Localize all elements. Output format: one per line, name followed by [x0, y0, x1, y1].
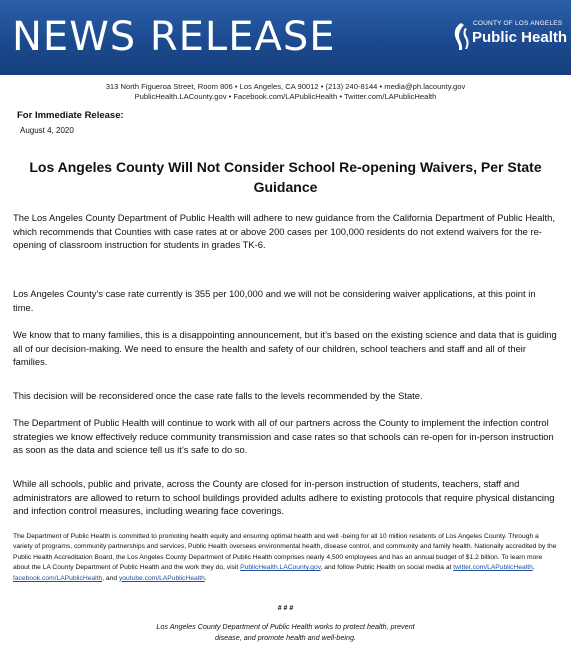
paragraph: The Los Angeles County Department of Public Health will adhere to new guidance from the California Department of Public Health, which recommends that Counties with case rates at or above 200 cases per 100,000 residents do not extend waivers for the re-opening of classroom instruction for students in grades TK-6. [13, 212, 555, 251]
headline: Los Angeles County Will Not Consider School Re-opening Waivers, Per State Guidance [29, 159, 542, 195]
paragraph: Los Angeles County’s case rate currently is 355 per 100,000 and we will not be considering waiver applications, at this point in time. [13, 288, 536, 313]
about-mid-text: , and follow Public Health on social media at [320, 564, 452, 572]
paragraph: The Department of Public Health will continue to work with all of our partners across the County to implement the infection control strategies we know effectively reduce community transmission and case rates so that schools can re-open for in-person instruction as soon as the data and science tell us it’s safe to do so. [13, 417, 554, 456]
tagline-line-1: Los Angeles County Department of Public Health works to protect health, prevent [156, 622, 415, 631]
paragraph: This decision will be reconsidered once the case rate falls to the levels recommended by the State. [13, 390, 423, 401]
contact-line-address: 313 North Figueroa Street, Room 806 • Los Angeles, CA 90012 • (213) 240-8144 • media@ph.lacounty.gov [105, 82, 466, 91]
news-release-banner [0, 0, 571, 75]
about-end-text: . [204, 574, 207, 582]
tagline [0, 621, 571, 643]
public-health-logo [452, 20, 566, 56]
tagline-line-2: disease, and promote health and well-being. [214, 633, 357, 642]
release-label: For Immediate Release: [17, 110, 124, 121]
paragraph: While all schools, public and private, across the County are closed for in-person instruction of students, teachers, staff and administrators are allowed to return to school buildings provided adults adhere to existing protocols that require physical distancing and infection control measures, including wearing face coverings. [13, 478, 555, 517]
county-seal-icon [452, 22, 470, 52]
website-link[interactable]: PublicHealth.LACounty.gov [240, 564, 321, 572]
end-marker: # # # [277, 605, 294, 612]
logo-county-text: COUNTY OF LOS ANGELES [473, 20, 563, 27]
contact-line-web: PublicHealth.LACounty.gov • Facebook.com/LAPublicHealth • Twitter.com/LAPublicHealth [134, 92, 437, 101]
facebook-link[interactable]: facebook.com/LAPublicHealth [13, 574, 103, 582]
twitter-link[interactable]: twitter.com/LAPublicHealth [453, 564, 533, 572]
contact-info [0, 82, 571, 102]
banner-title: NEWS RELEASE [12, 14, 336, 60]
about-department: The Department of Public Health is committed to promoting health equity and ensuring optimal health and well -being for all 10 million residents of Los Angeles County. Through a variety of programs, community partnerships and services, Public Health oversees environmental health, disease control, and community and family health. Nationally accredited by the Public Health Accreditation Board, the Los Angeles County Department of Public Health comprises nearly 4,500 employees and has an annual budget of $1.2 billion. To learn more about the LA County Department of Public Health and the work they do, visit PublicHealth.LACounty.gov, and follow Public Health on social media at twitter.com/LAPublicHealth, facebook.com/LAPublicHealth, and youtube.com/LAPublicHealth. [13, 533, 557, 582]
release-date: August 4, 2020 [20, 126, 74, 135]
about-and-text: , and [102, 574, 118, 582]
paragraph: We know that to many families, this is a disappointing announcement, but it’s based on the existing science and data that is guiding all of our decision-making. We need to ensure the health and safety of our children, school teachers and staff and all of their families. [13, 329, 557, 368]
about-text: The Department of Public Health is committed to promoting health equity and ensuring optimal health and well -being for all 10 million residents of Los Angeles County. Through a variety of programs, community partnerships and services, Public Health oversees environmental health, disease control, and community and family health. Nationally accredited by the Public Health Accreditation Board, the Los Angeles County Department of Public Health comprises nearly 4,500 employees and has an annual budget of $1.2 billion. To learn more about the LA County Department of Public Health and the work they do, visit [13, 533, 557, 572]
youtube-link[interactable]: youtube.com/LAPublicHealth [118, 574, 205, 582]
logo-public-health-text: Public Health [472, 29, 568, 46]
